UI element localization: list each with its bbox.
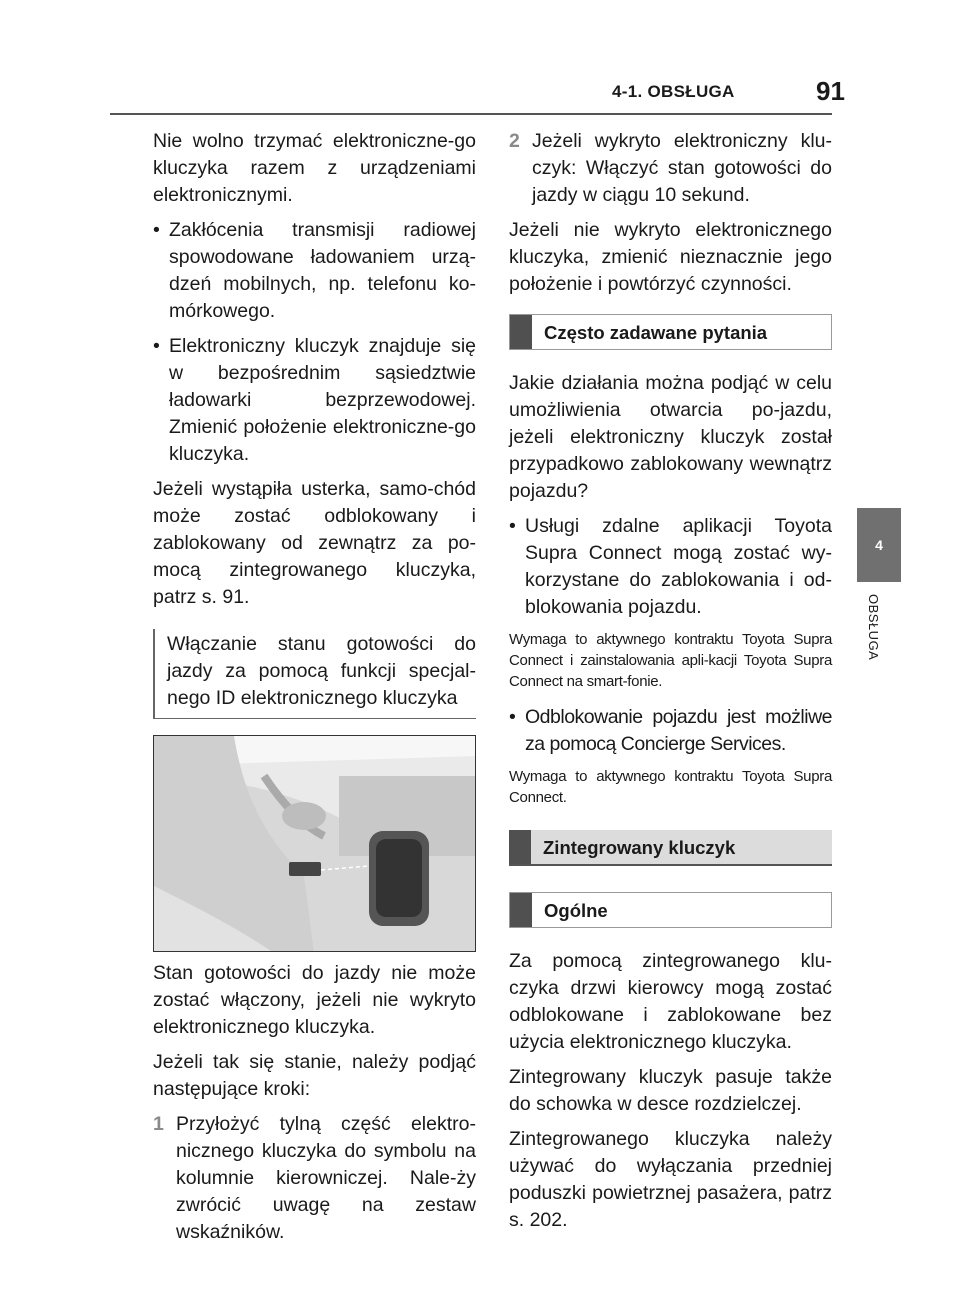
chapter-label: OBSŁUGA bbox=[866, 594, 881, 661]
intro-paragraph: Nie wolno trzymać elektroniczne-go kluczyka razem z urządzeniami elektronicznymi. bbox=[153, 130, 476, 206]
paragraph: Jeżeli tak się stanie, należy podjąć następujące kroki: bbox=[153, 1051, 476, 1100]
list-item: • Usługi zdalne aplikacji Toyota Supra Connect mogą zostać wy-korzystane do zablokowania i od-blokowania pojazdu. bbox=[509, 513, 832, 621]
paragraph: Zintegrowanego kluczyka należy używać do wyłączania przedniej poduszki powietrznej pasażera, patrz s. 202. bbox=[509, 1128, 832, 1231]
list-item: • Zakłócenia transmisji radiowej spowodowane ładowaniem urzą-dzeń mobilnych, np. telefonu ko-mórkowego. bbox=[153, 217, 476, 325]
list-item: • Odblokowanie pojazdu jest możliwe za pomocą Concierge Services. bbox=[509, 704, 832, 758]
page-number: 91 bbox=[816, 76, 845, 106]
subheading-box: Włączanie stanu gotowości do jazdy za pomocą funkcji specjal-nego ID elektronicznego kluczyka bbox=[153, 629, 476, 719]
paragraph: Jeżeli nie wykryto elektronicznego kluczyka, zmienić nieznacznie jego położenie i powtórzyć czynności. bbox=[509, 219, 832, 295]
step-number: 2 bbox=[509, 130, 520, 152]
integrated-key-heading: Zintegrowany kluczyk bbox=[509, 830, 832, 866]
steering-column-illustration bbox=[153, 735, 476, 952]
step-item: 1 Przyłożyć tylną część elektro-nicznego kluczyka do symbolu na kolumnie kierowniczej. Nale-ży zwrócić uwagę na zestaw wskaźników. bbox=[153, 1111, 476, 1246]
step-number: 1 bbox=[153, 1113, 164, 1135]
bullet-mark: • bbox=[509, 515, 516, 537]
left-column bbox=[153, 128, 476, 1254]
paragraph: Stan gotowości do jazdy nie może zostać włączony, jeżeli nie wykryto elektronicznego kluczyka. bbox=[153, 962, 476, 1038]
heading-marker bbox=[510, 893, 532, 927]
list-item: • Elektroniczny kluczyk znajduje się w bezpośrednim sąsiedztwie ładowarki bezprzewodowej. Zmienić położenie elektroniczne-go kluczyka. bbox=[153, 333, 476, 468]
header-divider bbox=[110, 113, 832, 115]
bullet-mark: • bbox=[153, 335, 160, 357]
general-heading: Ogólne bbox=[509, 892, 832, 928]
bullet-mark: • bbox=[509, 706, 516, 728]
section-title: 4-1. OBSŁUGA bbox=[612, 82, 735, 101]
paragraph: Jeżeli wystąpiła usterka, samo-chód może zostać odblokowany i zablokowany od zewnątrz za po-mocą zintegrowanego kluczyka, patrz s. 91. bbox=[153, 478, 476, 608]
step-item: 2 Jeżeli wykryto elektroniczny klu-czyk: Włączyć stan gotowości do jazdy w ciągu 10 sekund. bbox=[509, 128, 832, 209]
paragraph: Za pomocą zintegrowanego klu-czyka drzwi kierowcy mogą zostać odblokowane i zablokowane bez użycia elektronicznego kluczyka. bbox=[509, 950, 832, 1053]
note: Wymaga to aktywnego kontraktu Toyota Supra Connect. bbox=[509, 768, 832, 806]
heading-marker bbox=[509, 830, 531, 864]
note: Wymaga to aktywnego kontraktu Toyota Supra Connect i zainstalowania apli-kacji Toyota Supra Connect na smart-fonie. bbox=[509, 631, 832, 690]
question-paragraph: Jakie działania można podjąć w celu umożliwienia otwarcia po-jazdu, jeżeli elektroniczny kluczyk został przypadkowo zablokowany wewnątrz pojazdu? bbox=[509, 372, 832, 502]
chapter-tab: 4 bbox=[857, 508, 901, 582]
heading-marker bbox=[510, 315, 532, 349]
faq-heading: Często zadawane pytania bbox=[509, 314, 832, 350]
right-column bbox=[509, 128, 832, 1242]
bullet-mark: • bbox=[153, 219, 160, 241]
paragraph: Zintegrowany kluczyk pasuje także do schowka w desce rozdzielczej. bbox=[509, 1066, 832, 1115]
